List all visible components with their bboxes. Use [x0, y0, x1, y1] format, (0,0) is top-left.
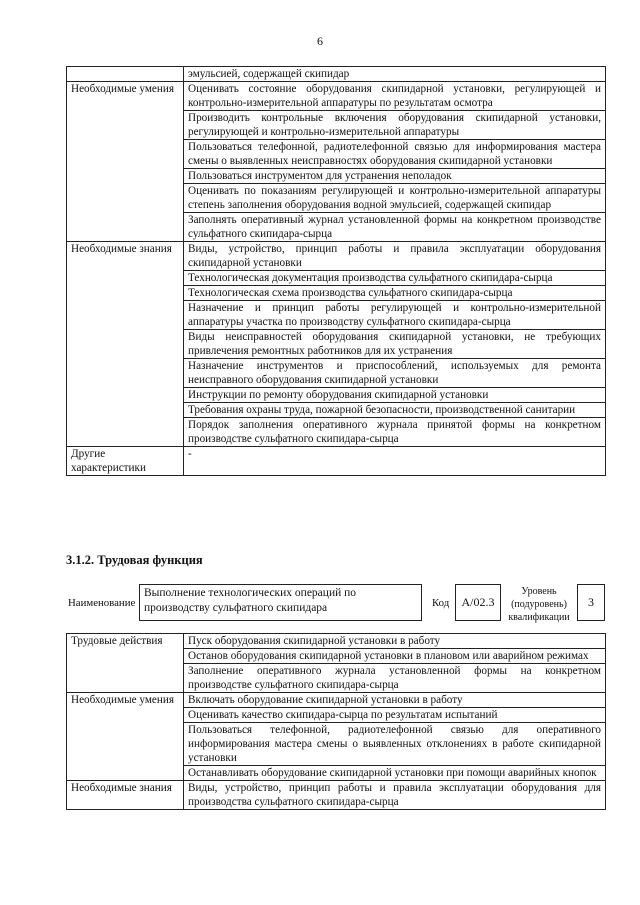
- table-cell: Назначение и принцип работы регулирующей и контрольно-измерительной аппаратуры участка по производству сульфатного скипидара-сырца: [184, 301, 606, 330]
- table-cell: Технологическая документация производства сульфатного скипидара-сырца: [184, 271, 606, 286]
- section-title: 3.1.2. Трудовая функция: [66, 553, 203, 567]
- table-cell: Виды неисправностей оборудования скипидарной установки, не требующих привлечения ремонтных работников для их устранения: [184, 330, 606, 359]
- function-code-label: Код: [432, 597, 450, 609]
- table-cell: эмульсией, содержащей скипидар: [184, 67, 606, 82]
- table-cell: Оценивать качество скипидара-сырца по результатам испытаний: [184, 708, 606, 723]
- skills-knowledge-table: [66, 66, 606, 476]
- function-name-label: Наименование: [68, 597, 136, 609]
- table-cell: Останов оборудования скипидарной установки в плановом или аварийном режимах: [184, 649, 606, 664]
- labor-function-table: [66, 633, 606, 810]
- table-cell: Пользоваться телефонной, радиотелефонной связью для информирования мастера смены о выявленных неисправностях оборудования скипидарной установки: [184, 140, 606, 169]
- function-name-box: Выполнение технологических операций по производству сульфатного скипидара: [139, 584, 422, 621]
- table-cell: Пользоваться телефонной, радиотелефонной связью для оперативного информирования мастера смены о выявленных отклонениях в работе скипидарной установки: [184, 723, 606, 766]
- table-row: [67, 447, 606, 476]
- table-cell: Оценивать по показаниям регулирующей и контрольно-измерительной аппаратуры степень заполнения оборудования водной эмульсией, содержащей скипидар: [184, 184, 606, 213]
- table-cell: Требования охраны труда, пожарной безопасности, производственной санитарии: [184, 403, 606, 418]
- table-cell: Инструкции по ремонту оборудования скипидарной установки: [184, 388, 606, 403]
- table-cell: Назначение инструментов и приспособлений, используемых для ремонта неисправного оборудования скипидарной установки: [184, 359, 606, 388]
- function-code-box: A/02.3: [455, 584, 501, 621]
- row-group-label: Другие характеристики: [67, 447, 184, 476]
- row-group-label: Необходимые знания: [67, 242, 184, 447]
- qualification-level-box: 3: [577, 584, 605, 621]
- table-cell: Виды, устройство, принцип работы и правила эксплуатации оборудования для производства сульфатного скипидара-сырца: [184, 781, 606, 810]
- table-cell: Включать оборудование скипидарной установки в работу: [184, 693, 606, 708]
- table-cell: Технологическая схема производства сульфатного скипидара-сырца: [184, 286, 606, 301]
- table-cell: Производить контрольные включения оборудования скипидарной установки, регулирующей и контрольно-измерительной аппаратуры: [184, 111, 606, 140]
- table-row: [67, 67, 606, 82]
- table-cell: Заполнять оперативный журнал установленной формы на конкретном производстве сульфатного скипидара-сырца: [184, 213, 606, 242]
- row-group-label: Необходимые знания: [67, 781, 184, 810]
- row-group-label: Трудовые действия: [67, 634, 184, 693]
- qualification-level-label: Уровень (подуровень) квалификации: [508, 586, 570, 623]
- row-group-label: [67, 67, 184, 82]
- table-row: [67, 82, 606, 111]
- table-cell: Оценивать состояние оборудования скипидарной установки, регулирующей и контрольно-измерительной аппаратуры по результатам осмотра: [184, 82, 606, 111]
- row-group-label: Необходимые умения: [67, 82, 184, 242]
- row-group-label: Необходимые умения: [67, 693, 184, 781]
- table-row: [67, 781, 606, 810]
- page-number: 6: [317, 34, 323, 48]
- table-row: [67, 693, 606, 708]
- table-cell: Заполнение оперативного журнала установленной формы на конкретном производстве сульфатного скипидара-сырца: [184, 664, 606, 693]
- table-row: [67, 634, 606, 649]
- table-row: [67, 242, 606, 271]
- table-cell: Пользоваться инструментом для устранения неполадок: [184, 169, 606, 184]
- table-cell: Порядок заполнения оперативного журнала принятой формы на конкретном производстве сульфатного скипидара-сырца: [184, 418, 606, 447]
- table-cell: Виды, устройство, принцип работы и правила эксплуатации оборудования скипидарной установки: [184, 242, 606, 271]
- table-cell: Останавливать оборудование скипидарной установки при помощи аварийных кнопок: [184, 766, 606, 781]
- table-cell: Пуск оборудования скипидарной установки в работу: [184, 634, 606, 649]
- table-cell: -: [184, 447, 606, 476]
